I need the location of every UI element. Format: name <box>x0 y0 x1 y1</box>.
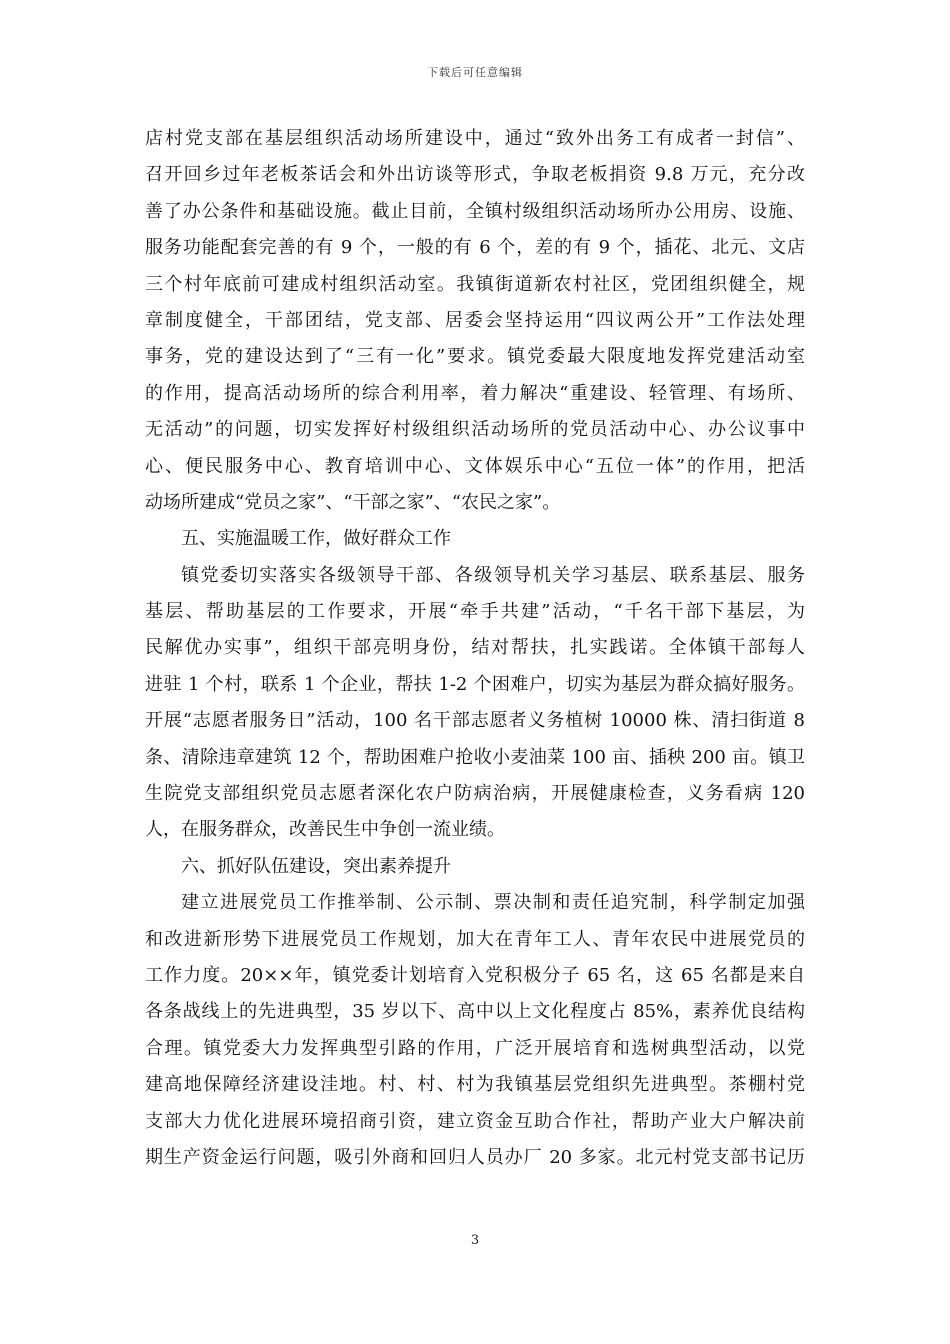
text-line: 三个村年底前可建成村组织活动室。我镇街道新农村社区，党团组织健全，规 <box>145 273 805 295</box>
document-body <box>145 126 805 1181</box>
text-line: 条、清除违章建筑 12 个，帮助困难户抢收小麦油菜 100 亩、插秧 200 亩。镇卫 <box>145 746 805 768</box>
text-line: 六、抓好队伍建设，突出素养提升 <box>181 855 451 877</box>
text-line: 心、便民服务中心、教育培训中心、文体娱乐中心“五位一体”的作用，把活 <box>145 455 805 477</box>
header-note: 下载后可任意编辑 <box>427 66 523 79</box>
text-line: 开展“志愿者服务日”活动，100 名干部志愿者义务植树 10000 株、清扫街道 8 <box>145 710 805 732</box>
text-line: 善了办公条件和基础设施。截止目前，全镇村级组织活动场所办公用房、设施、 <box>145 200 805 222</box>
text-line: 动场所建成“党员之家”、“干部之家”、“农民之家”。 <box>145 491 561 513</box>
text-line: 召开回乡过年老板茶话会和外出访谈等形式，争取老板捐资 9.8 万元，充分改 <box>145 164 805 186</box>
text-line: 期生产资金运行问题，吸引外商和回归人员办厂 20 多家。北元村党支部书记历 <box>145 1146 805 1168</box>
text-line: 章制度健全，干部团结，党支部、居委会坚持运用“四议两公开”工作法处理 <box>145 309 805 331</box>
text-line: 事务，党的建设达到了“三有一化”要求。镇党委最大限度地发挥党建活动室 <box>145 346 805 368</box>
text-line: 镇党委切实落实各级领导干部、各级领导机关学习基层、联系基层、服务 <box>181 564 805 586</box>
text-line: 店村党支部在基层组织活动场所建设中，通过“致外出务工有成者一封信”、 <box>145 128 805 149</box>
text-line: 生院党支部组织党员志愿者深化农户防病治病，开展健康检查，义务看病 120 <box>145 783 805 805</box>
text-line: 基层、帮助基层的工作要求，开展“牵手共建”活动，“千名干部下基层，为 <box>145 601 805 623</box>
text-line: 人，在服务群众，改善民生中争创一流业绩。 <box>145 819 505 841</box>
page-number: 3 <box>470 1233 480 1248</box>
text-line: 工作力度。20××年，镇党委计划培育入党积极分子 65 名，这 65 名都是来自 <box>145 964 805 986</box>
text-line: 合理。镇党委大力发挥典型引路的作用，广泛开展培育和选树典型活动，以党 <box>145 1037 805 1059</box>
text-line: 进驻 1 个村，联系 1 个企业，帮扶 1-2 个困难户，切实为基层为群众搞好服务。 <box>145 673 805 695</box>
text-line: 服务功能配套完善的有 9 个，一般的有 6 个，差的有 9 个，插花、北元、文店 <box>145 237 805 259</box>
text-line: 的作用，提高活动场所的综合利用率，着力解决“重建设、轻管理、有场所、 <box>145 382 805 404</box>
text-line: 各条战线上的先进典型，35 岁以下、高中以上文化程度占 85%，素养优良结构 <box>145 1001 805 1023</box>
text-line: 民解优办实事”，组织干部亮明身份，结对帮扶，扎实践诺。全体镇干部每人 <box>145 637 805 659</box>
text-line: 支部大力优化进展环境招商引资，建立资金互助合作社，帮助产业大户解决前 <box>145 1110 805 1132</box>
text-line: 建立进展党员工作推举制、公示制、票决制和责任追究制，科学制定加强 <box>181 892 805 914</box>
text-line: 无活动”的问题，切实发挥好村级组织活动场所的党员活动中心、办公议事中 <box>145 419 805 441</box>
text-line: 建高地保障经济建设洼地。村、村、村为我镇基层党组织先进典型。茶棚村党 <box>145 1074 805 1096</box>
text-line: 和改进新形势下进展党员工作规划，加大在青年工人、青年农民中进展党员的 <box>145 928 805 950</box>
text-line: 五、实施温暖工作，做好群众工作 <box>181 528 451 550</box>
